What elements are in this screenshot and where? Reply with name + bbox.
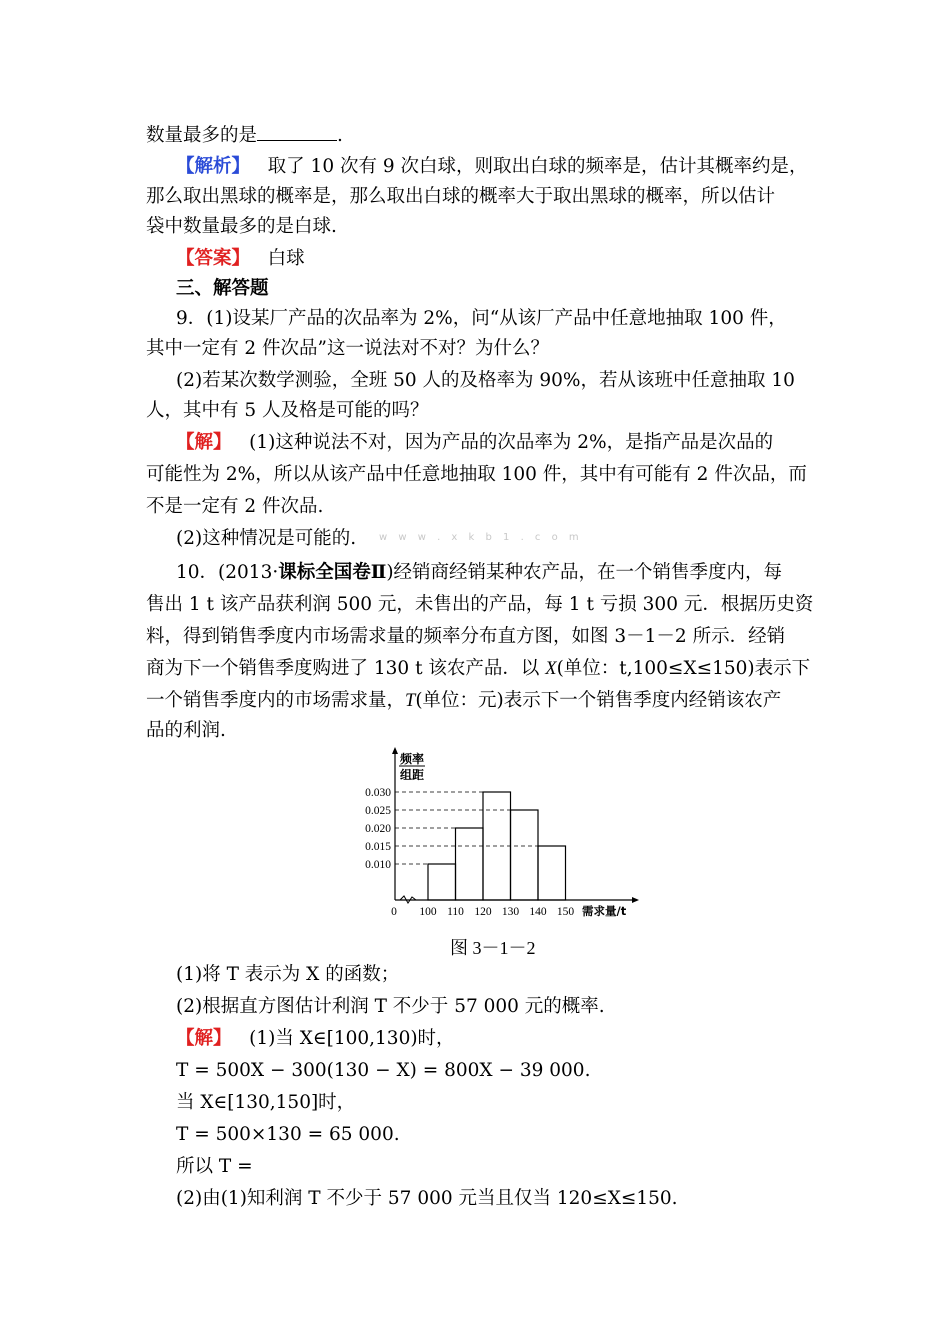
x-tick-label: 130 — [501, 906, 520, 918]
y-axis-label-bottom: 组距 — [400, 768, 425, 782]
text-span: )经销商经销某种农产品，在一个销售季度内，每 — [386, 562, 783, 583]
text-span: (1)这种说法不对，因为产品的次品率为 2%，是指产品是次品的 — [249, 432, 774, 453]
text-line: 那么取出黑球的概率是，那么取出白球的概率大于取出黑球的概率，所以估计 — [146, 186, 776, 207]
origin-label: 0 — [391, 906, 397, 918]
text-span: (单位：t,100≤X≤150)表示下 — [556, 658, 811, 679]
x-tick-label: 110 — [447, 906, 464, 918]
x-tick-label: 150 — [556, 906, 575, 918]
solution-tag: 【解】 — [176, 432, 232, 453]
section-heading: 三、解答题 — [176, 278, 269, 299]
text-line — [146, 688, 781, 714]
variable: T — [405, 691, 416, 711]
x-tick-label: 140 — [529, 906, 547, 918]
histogram-bar — [538, 846, 566, 900]
text-line: 可能性为 2%，所以从该产品中任意地抽取 100 件，其中有可能有 2 件次品，而 — [146, 464, 807, 485]
text-span: . — [337, 125, 343, 146]
text-line: 所以 T = — [176, 1156, 253, 1177]
text-line — [176, 430, 773, 456]
text-span: 白球 — [267, 248, 305, 269]
text-line: 其中一定有 2 件次品”这一说法对不对？为什么？ — [146, 338, 549, 359]
text-line: T = 500X − 300(130 − X) = 800X − 39 000. — [176, 1060, 591, 1081]
text-line: 品的利润. — [146, 720, 226, 741]
y-tick-label: 0.025 — [365, 805, 391, 817]
text-line: 当 X∈[130,150]时， — [176, 1092, 356, 1113]
y-axis-arrow — [392, 747, 398, 754]
watermark: w w w . x k b 1 . c o m — [379, 532, 583, 543]
text-span: (1)当 X∈[100,130)时， — [249, 1028, 455, 1049]
text-line: 不是一定有 2 件次品. — [146, 496, 324, 517]
y-axis-label-top: 频率 — [400, 752, 425, 766]
answer-tag: 【答案】 — [176, 248, 251, 269]
text-span: (单位：元)表示下一个销售季度内经销该农产 — [415, 690, 782, 711]
text-line: (2)由(1)知利润 T 不少于 57 000 元当且仅当 120≤X≤150. — [176, 1188, 678, 1209]
y-tick-label: 0.010 — [365, 859, 391, 871]
text-line: 9．(1)设某厂产品的次品率为 2%，问“从该厂产品中任意地抽取 100 件， — [176, 308, 787, 329]
variable: X — [545, 659, 557, 679]
text-line: T = 500×130 = 65 000. — [176, 1124, 400, 1145]
text-line: (2)若某次数学测验，全班 50 人的及格率为 90%，若从该班中任意抽取 10 — [176, 370, 795, 391]
x-axis-arrow — [632, 897, 639, 903]
text-span: 数量最多的是 — [146, 125, 258, 146]
x-axis-label: 需求量/t — [582, 904, 627, 918]
solution-tag: 【解】 — [176, 1028, 232, 1049]
histogram-bar — [428, 864, 456, 900]
text-line: 人，其中有 5 人及格是可能的吗？ — [146, 400, 429, 421]
text-span: 商为下一个销售季度购进了 130 t 该农产品．以 — [146, 658, 546, 679]
source-label: 课标全国卷Ⅱ — [278, 562, 387, 583]
figure-caption: 图 3－1－2 — [450, 938, 536, 958]
histogram-bar — [456, 828, 484, 900]
text-line — [176, 1026, 455, 1052]
text-line — [176, 560, 782, 586]
text-line: (2)根据直方图估计利润 T 不少于 57 000 元的概率. — [176, 996, 605, 1017]
analysis-tag: 【解析】 — [176, 156, 251, 177]
histogram-bar — [511, 810, 539, 900]
text-line — [176, 154, 808, 180]
text-line: 料，得到销售季度内市场需求量的频率分布直方图，如图 3－1－2 所示．经销 — [146, 626, 786, 647]
text-line: (1)将 T 表示为 X 的函数； — [176, 964, 400, 985]
text-span: 取了 10 次有 9 次白球，则取出白球的频率是，估计其概率约是， — [267, 156, 808, 177]
x-tick-label: 120 — [474, 906, 492, 918]
text-line — [146, 122, 343, 149]
x-tick-label: 100 — [419, 906, 437, 918]
y-tick-label: 0.020 — [365, 823, 391, 835]
y-tick-label: 0.015 — [365, 841, 391, 853]
text-span: 10．(2013· — [176, 562, 279, 583]
histogram-chart — [350, 745, 640, 920]
text-line — [176, 246, 305, 272]
text-line: 袋中数量最多的是白球. — [146, 216, 337, 237]
text-span: 一个销售季度内的市场需求量， — [146, 690, 406, 711]
answer-blank — [257, 122, 337, 141]
text-line — [146, 656, 810, 682]
text-line: (2)这种情况是可能的. — [176, 528, 357, 549]
y-tick-label: 0.030 — [365, 787, 391, 799]
text-line: 售出 1 t 该产品获利润 500 元，未售出的产品，每 1 t 亏损 300 元．根据历史资 — [146, 594, 814, 615]
